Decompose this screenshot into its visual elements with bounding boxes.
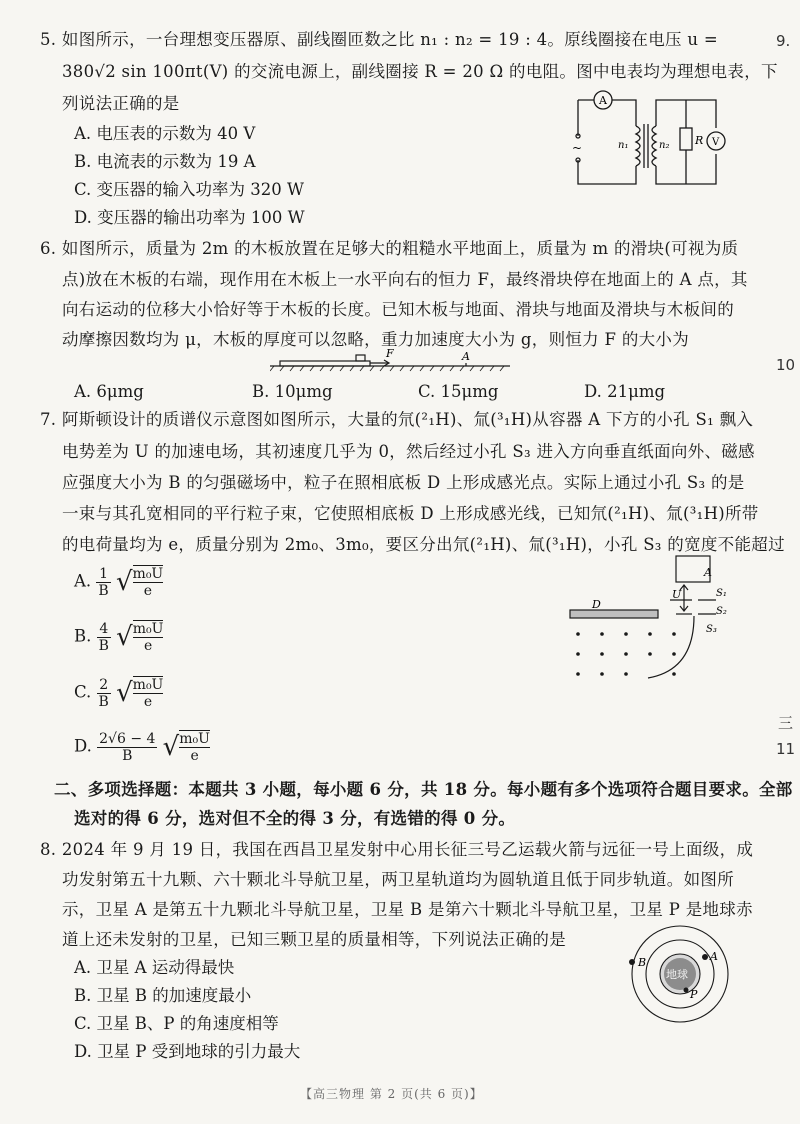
q6-line-3: 向右运动的位移大小恰好等于木板的长度。已知木板与地面、滑块与地面及滑块与木板间的 xyxy=(62,300,734,319)
q8-option-c: C. 卫星 B、P 的角速度相等 xyxy=(74,1014,279,1033)
q8-option-b: B. 卫星 B 的加速度最小 xyxy=(74,986,252,1005)
q6-option-b: B. 10μmg xyxy=(252,382,333,401)
q6-line-4: 动摩擦因数均为 μ，木板的厚度可以忽略，重力加速度大小为 g，则恒力 F 的大小为 xyxy=(62,330,690,349)
q5-line-1: 5. 如图所示，一台理想变压器原、副线圈匝数之比 n₁ : n₂ = 19 : 4。原线圈接在电压 u = xyxy=(40,30,718,49)
q7-line-2: 电势差为 U 的加速电场，其初速度几乎为 0，然后经过小孔 S₃ 进入方向垂直纸面向外、磁感 xyxy=(62,442,755,461)
satellite-orbit-figure xyxy=(620,922,740,1032)
n1-label: n₁ xyxy=(618,140,629,151)
voltmeter-label: V xyxy=(712,137,720,148)
satellite-p-label: P xyxy=(690,988,698,1001)
side-mark-san: 三 xyxy=(778,714,794,732)
q7-option-c: C. $\frac{2}{B}$ √ $\frac{\text{m₀U}}{e}$ xyxy=(74,676,164,710)
transformer-circuit-figure xyxy=(566,86,736,190)
satellite-a-label: A xyxy=(710,950,718,963)
satellite-b-label: B xyxy=(638,956,647,969)
resistor-label: R xyxy=(695,134,704,147)
ammeter-label: A xyxy=(599,94,607,107)
q7-line-5: 的电荷量均为 e，质量分别为 2m₀、3m₀，要区分出氘(²₁H)、氚(³₁H)，小孔 S₃ 的宽度不能超过 xyxy=(62,535,785,554)
q6-option-a: A. 6μmg xyxy=(74,382,144,401)
q5-option-a: A. 电压表的示数为 40 V xyxy=(74,124,256,143)
section-2-heading-line-2: 选对的得 6 分，选对但不全的得 3 分，有选错的得 0 分。 xyxy=(74,809,516,828)
q5-line-3: 列说法正确的是 xyxy=(62,94,180,113)
q6-line-2: 点)放在木板的右端，现作用在木板上一水平向右的恒力 F，最终滑块停在地面上的 A 点，其 xyxy=(62,270,748,289)
s3-label: S₃ xyxy=(706,624,717,635)
q5-line-2: 380√2 sin 100πt(V) 的交流电源上，副线圈接 R = 20 Ω 的电阻。图中电表均为理想电表，下 xyxy=(62,62,778,81)
point-a-label: A xyxy=(462,350,470,363)
q6-option-c: C. 15μmg xyxy=(418,382,499,401)
page-footer: 【高三物理 第 2 页(共 6 页)】 xyxy=(300,1087,483,1101)
q5-option-b: B. 电流表的示数为 19 A xyxy=(74,152,256,171)
side-mark-top: 9. xyxy=(776,32,791,50)
earth-label: 地球 xyxy=(666,968,688,981)
q8-line-1: 8. 2024 年 9 月 19 日，我国在西昌卫星发射中心用长征三号乙运载火箭与远征一号上面级，成 xyxy=(40,840,754,859)
q6-option-d: D. 21μmg xyxy=(584,382,666,401)
n2-label: n₂ xyxy=(659,140,670,151)
side-mark-eleven: 11 xyxy=(776,740,796,758)
q8-line-4: 道上还未发射的卫星，已知三颗卫星的质量相等，下列说法正确的是 xyxy=(62,930,566,949)
q7-line-4: 一束与其孔宽相同的平行粒子束，它使照相底板 D 上形成感光线，已知氘(²₁H)、氚(³₁H)所带 xyxy=(62,504,759,523)
force-label: F xyxy=(386,347,394,360)
board-slider-figure xyxy=(270,346,520,374)
section-2-heading-line-1: 二、多项选择题：本题共 3 小题，每小题 6 分，共 18 分。每小题有多个选项符合题目要求。全部 xyxy=(54,780,793,799)
container-a-label: A xyxy=(704,566,712,579)
s2-label: S₂ xyxy=(716,606,727,617)
q5-option-d: D. 变压器的输出功率为 100 W xyxy=(74,208,305,227)
q8-option-d: D. 卫星 P 受到地球的引力最大 xyxy=(74,1042,301,1061)
side-mark-ten: 10 xyxy=(776,356,796,374)
voltage-u-label: U xyxy=(672,588,682,601)
q7-option-d: D. $\frac{2√6 - 4}{B}$ √ $\frac{\text{m₀U}}{e}$ xyxy=(74,730,210,764)
source-label: ~ xyxy=(572,141,583,155)
mass-spectrometer-figure xyxy=(566,552,750,682)
q8-option-a: A. 卫星 A 运动得最快 xyxy=(74,958,235,977)
q7-line-3: 应强度大小为 B 的匀强磁场中，粒子在照相底板 D 上形成感光点。实际上通过小孔 S₃ 的是 xyxy=(62,473,745,492)
q6-line-1: 6. 如图所示，质量为 2m 的木板放置在足够大的粗糙水平地面上，质量为 m 的滑块(可视为质 xyxy=(40,239,739,258)
q7-option-a: A. $\frac{1}{B}$ √ $\frac{\text{m₀U}}{e}$ xyxy=(74,565,164,599)
q7-line-1: 7. 阿斯顿设计的质谱仪示意图如图所示，大量的氘(²₁H)、氚(³₁H)从容器 A 下方的小孔 S₁ 飘入 xyxy=(40,410,754,429)
q7-option-b: B. $\frac{4}{B}$ √ $\frac{\text{m₀U}}{e}$ xyxy=(74,620,164,654)
q8-line-3: 示，卫星 A 是第五十九颗北斗导航卫星，卫星 B 是第六十颗北斗导航卫星，卫星 P 是地球赤 xyxy=(62,900,753,919)
plate-d-label: D xyxy=(592,598,601,611)
q8-line-2: 功发射第五十九颗、六十颗北斗导航卫星，两卫星轨道均为圆轨道且低于同步轨道。如图所 xyxy=(62,870,734,889)
q5-option-c: C. 变压器的输入功率为 320 W xyxy=(74,180,304,199)
s1-label: S₁ xyxy=(716,588,727,599)
